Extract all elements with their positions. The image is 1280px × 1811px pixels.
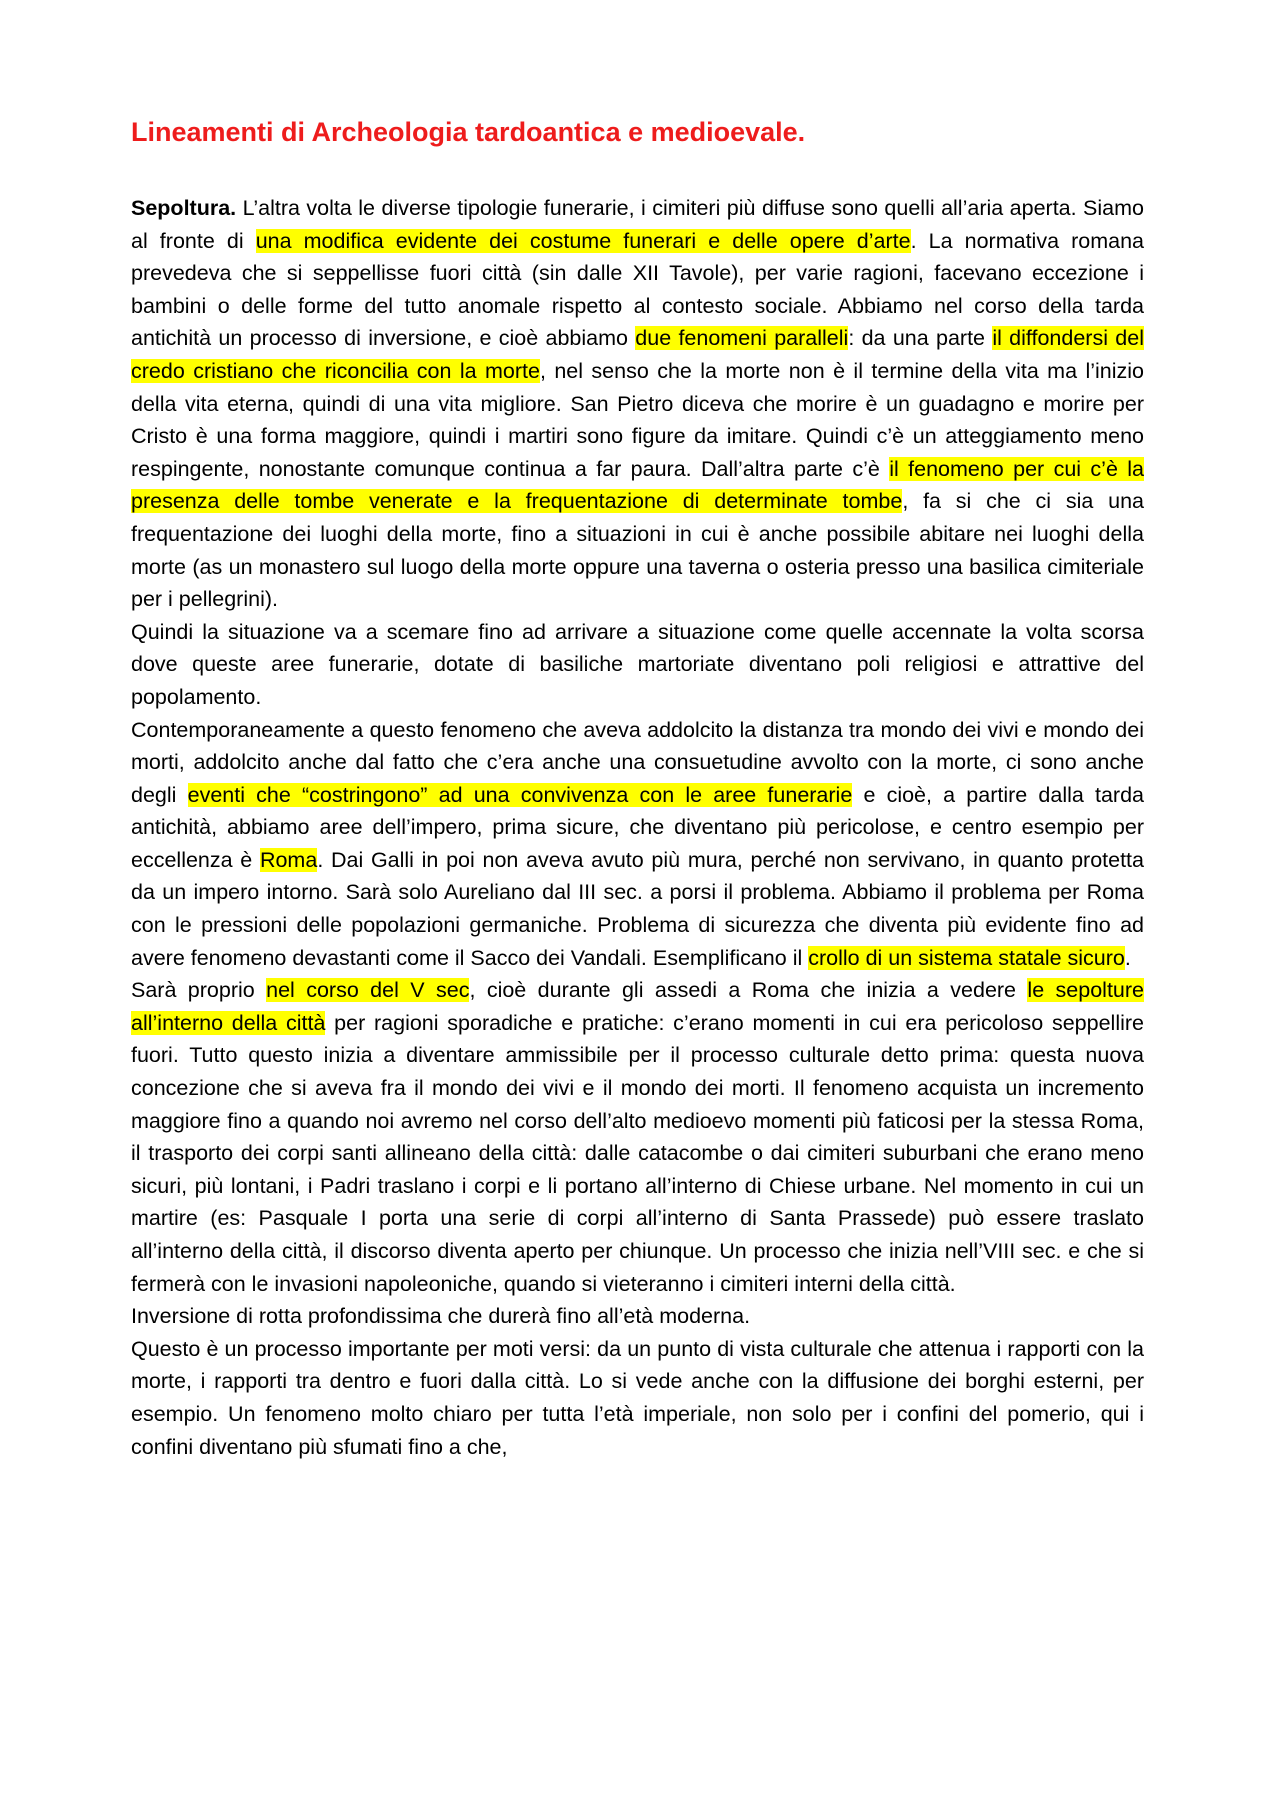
text-run: : da una parte [848,326,993,351]
document-title: Lineamenti di Archeologia tardoantica e medioevale. [131,117,806,147]
highlighted-text: eventi che “costringono” ad una convivenza con le aree funerarie [187,782,853,807]
highlighted-text: il diffondersi del credo cristiano che riconcilia con la morte [131,326,1144,383]
text-run: . La normativa romana prevedeva che si seppellisse fuori città (sin dalle XII Tavole), per varie ragioni, facevano eccezione i bambini o delle forme del tutto anomale rispetto al contesto sociale. Abbiamo nel corso della tarda antichità un processo di inversione, e cioè abbiamo [131,228,1145,351]
text-run: Sarà proprio [131,978,267,1003]
text-run: , cioè durante gli assedi a Roma che inizia a vedere [469,978,1028,1003]
highlighted-text: nel corso del V sec [266,978,470,1003]
paragraph-contemporaneamente [131,714,1144,975]
paragraph-inversione: Inversione di rotta profondissima che durerà fino all’età moderna. [131,1304,751,1329]
highlighted-text: le sepolture all’interno della città [131,978,1144,1035]
text-run: , fa si che ci sia una frequentazione dei luoghi della morte, fino a situazioni in cui è anche possibile abitare nei luoghi della morte (as un monastero sul luogo della morte oppure una taverna o osteria presso una basilica cimiteriale per i pellegrini). [131,489,1144,612]
paragraph-situazione: Quindi la situazione va a scemare fino ad arrivare a situazione come quelle accennate la volta scorsa dove queste aree funerarie, dotate di basiliche martoriate diventano poli religiosi e attrattive del popolamento. [131,619,1144,709]
paragraph-lead-sepoltura: Sepoltura. [131,196,237,220]
text-run: , nel senso che la morte non è il termine della vita ma l’inizio della vita eterna, quindi di una vita migliore. San Pietro diceva che morire è un guadagno e morire per Cristo è una forma maggiore, quindi i martiri sono figure da imitare. Quindi c’è un atteggiamento meno respingente, nonostante comunque continua a far paura. Dall’altra parte c’è [131,358,1145,481]
text-run: L’altra volta le diverse tipologie funerarie, i cimiteri più diffuse sono quelli all’aria aperta. Siamo al fronte di [131,196,1144,253]
text-run: . Dai Galli in poi non aveva avuto più mura, perché non servivano, in quanto protetta da un impero intorno. Sarà solo Aureliano dal III sec. a porsi il problema. Abbiamo il problema per Roma con le pressioni delle popolazioni germaniche. Problema di sicurezza che diventa più evidente fino ad avere fenomeno devastanti come il Sacco dei Vandali. Esemplificano il [131,847,1144,970]
text-run: . [1124,945,1131,970]
text-run: Contemporaneamente a questo fenomeno che aveva addolcito la distanza tra mondo dei vivi e mondo dei morti, addolcito anche dal fatto che c’era anche una consuetudine avvolto con la morte, ci sono anche degli [131,717,1144,807]
paragraph-v-secolo [131,974,1144,1300]
paragraph-sepoltura [131,192,1144,616]
highlighted-text: crollo di un sistema statale sicuro [808,945,1125,970]
highlighted-text: il fenomeno per cui c’è la presenza delle tombe venerate e la frequentazione di determinate tombe [131,456,1144,514]
text-run: per ragioni sporadiche e pratiche: c’erano momenti in cui era pericoloso seppellire fuori. Tutto questo inizia a diventare ammissibile per il processo culturale detto prima: questa nuova concezione che si aveva fra il mondo dei vivi e il mondo dei morti. Il fenomeno acquista un incremento maggiore fino a quando noi avremo nel corso dell’alto medioevo momenti più faticosi per la stessa Roma, il trasporto dei corpi santi allineano della città: dalle catacombe o dai cimiteri suburbani che erano meno sicuri, più lontani, i Padri traslano i corpi e li portano all’interno di Chiese urbane. Nel momento in cui un martire (es: Pasquale I porta una serie di corpi all’interno di Santa Prassede) può essere traslato all’interno della città, il discorso diventa aperto per chiunque. Un processo che inizia nell’VIII sec. e che si fermerà con le invasioni napoleoniche, quando si vieteranno i cimiteri interni della città. [131,1010,1144,1296]
highlighted-text: una modifica evidente dei costume funerari e delle opere d’arte [255,228,911,253]
document-page [131,112,1144,1463]
highlighted-text: Roma [259,847,318,872]
text-run: e cioè, a partire dalla tarda antichità, abbiamo aree dell’impero, prima sicure, che diventano più pericolose, e centro esempio per eccellenza è [131,782,1144,872]
paragraph-processo: Questo è un processo importante per moti versi: da un punto di vista culturale che attenua i rapporti con la morte, i rapporti tra dentro e fuori dalla città. Lo si vede anche con la diffusione dei borghi esterni, per esempio. Un fenomeno molto chiaro per tutta l’età imperiale, non solo per i confini del pomerio, qui i confini diventano più sfumati fino a che, [131,1336,1144,1459]
highlighted-text: due fenomeni paralleli [635,326,849,351]
